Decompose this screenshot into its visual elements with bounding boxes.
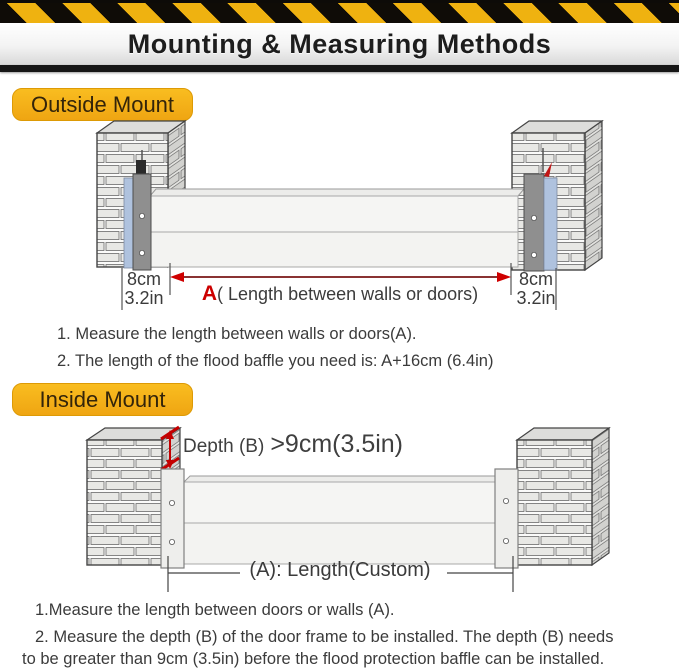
baffle-top-edge (184, 476, 503, 482)
outside-mount-steps (57, 321, 493, 374)
step-1: 1. Measure the length between walls or doors(A). (57, 325, 417, 343)
seal-strip-blue (124, 178, 133, 268)
screw (531, 215, 536, 220)
outside-mount-badge (12, 88, 193, 121)
baffle-top-edge (150, 189, 524, 196)
anchor-slot (136, 160, 146, 175)
pillar-front-face (517, 440, 592, 565)
strip-body (495, 469, 518, 568)
offset-label-left: 8cm 3.2in (124, 269, 164, 308)
title-banner (0, 23, 679, 65)
right-mount-strip (495, 469, 518, 568)
inside-mount-badge (12, 383, 193, 416)
hazard-stripe-top (0, 0, 679, 23)
inside-step-2-line1: 2. Measure the depth (B) of the door frame to be installed. The depth (B) needs (35, 628, 614, 646)
seal-strip-blue (544, 178, 557, 270)
screw (169, 539, 174, 544)
screw (531, 252, 536, 257)
strip-body (161, 469, 184, 568)
screw (169, 500, 174, 505)
inside-mount-label: Inside Mount (39, 386, 166, 412)
outside-mount-label: Outside Mount (30, 91, 175, 117)
flood-baffle (150, 189, 524, 267)
banner-underline-bar (0, 65, 679, 72)
screw (503, 498, 508, 503)
length-a-letter: A (201, 282, 218, 305)
pillar-side-face (592, 428, 609, 565)
screw (139, 250, 144, 255)
flood-baffle (184, 476, 503, 564)
baffle-board-bottom (150, 232, 518, 267)
depth-value: >9cm(3.5in) (270, 430, 404, 458)
inside-step-1: 1.Measure the length between doors or walls (A). (35, 601, 395, 619)
pillar-front-face (87, 440, 162, 565)
baffle-board-bottom (184, 523, 497, 564)
depth-prefix: Depth (B) (183, 436, 265, 457)
depth-annotation (183, 430, 403, 459)
baffle-board-top (184, 482, 497, 523)
inside-step-2-line2: to be greater than 9cm (3.5in) before the flood protection baffle can be installed. (22, 650, 605, 668)
arrowhead-left (170, 272, 184, 282)
length-a-annotation (160, 282, 520, 306)
pillar-side-face (585, 121, 602, 270)
right-wall-pillar (517, 428, 609, 565)
baffle-board-top (150, 196, 518, 232)
length-a-text: ( Length between walls or doors) (217, 284, 479, 304)
length-custom-annotation: (A): Length(Custom) (249, 559, 431, 581)
screw (503, 538, 508, 543)
offset-label-right: 8cm 3.2in (516, 269, 556, 308)
left-mount-strip (161, 469, 184, 568)
page-title: Mounting & Measuring Methods (127, 28, 552, 59)
screw (139, 213, 144, 218)
step-2: 2. The length of the flood baffle you need is: A+16cm (6.4in) (57, 351, 494, 370)
